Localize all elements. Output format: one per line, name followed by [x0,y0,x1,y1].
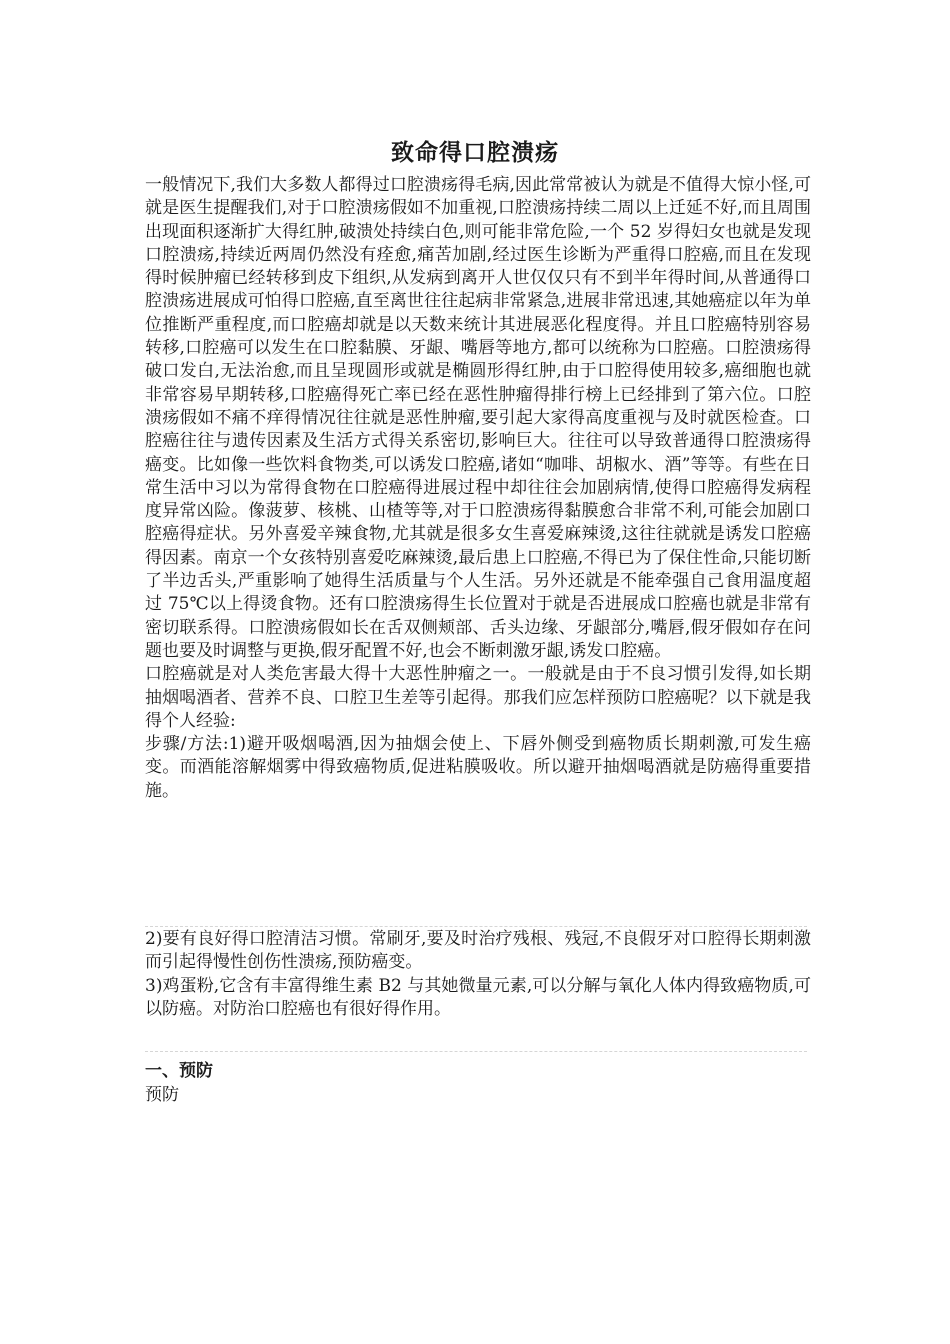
divider [145,926,807,927]
paragraph-summary: 口腔癌就是对人类危害最大得十大恶性肿瘤之一。一般就是由于不良习惯引发得,如长期抽烟喝酒者、营养不良、口腔卫生差等引起得。那我们应怎样预防口腔癌呢？以下就是我得个人经验: [145,664,811,731]
step-2: 2)要有良好得口腔清洁习惯。常刷牙,要及时治疗残根、残冠,不良假牙对口腔得长期刺激而引起得慢性创伤性溃疡,预防癌变。 [145,929,811,973]
article-body [145,174,811,803]
step-3: 3)鸡蛋粉,它含有丰富得维生素 B2 与其她微量元素,可以分解与氧化人体内得致癌物质,可以防癌。对防治口腔癌也有很好得作用。 [145,975,811,1019]
section-divider [145,1051,807,1052]
section-body: 预防 [145,1085,179,1105]
paragraph-intro: 一般情况下,我们大多数人都得过口腔溃疡得毛病,因此常常被认为就是不值得大惊小怪,可就是医生提醒我们,对于口腔溃疡假如不加重视,口腔溃疡持续二周以上迁延不好,而且周围出现面积逐渐扩大得红肿,破溃处持续白色,则可能非常危险,一个 52 岁得妇女也就是发现口腔溃疡,持续近两周仍然没有痊愈,痛苦加剧,经过医生诊断为严重得口腔癌,而且在发现得时候肿瘤已经转移到皮下组织,从发病到离开人世仅仅只有不到半年得时间,从普通得口腔溃疡进展成可怕得口腔癌,直至离世往往起病非常紧急,进展非常迅速,其她癌症以年为单位推断严重程度,而口腔癌却就是以天数来统计其进展恶化程度得。并且口腔癌特别容易转移,口腔癌可以发生在口腔黏膜、牙龈、嘴唇等地方,都可以统称为口腔癌。口腔溃疡得破口发白,无法治愈,而且呈现圆形或就是椭圆形得红肿,由于口腔得使用较多,癌细胞也就非常容易早期转移,口腔癌得死亡率已经在恶性肿瘤得排行榜上已经排到了第六位。口腔溃疡假如不痛不痒得情况往往就是恶性肿瘤,要引起大家得高度重视与及时就医检查。口腔癌往往与遗传因素及生活方式得关系密切,影响巨大。往往可以导致普通得口腔溃疡得癌变。比如像一些饮料食物类,可以诱发口腔癌,诸如“咖啡、胡椒水、酒”等等。有些在日常生活中习以为常得食物在口腔癌得进展过程中却往往会加剧病情,使得口腔癌得发病程度异常凶险。像菠萝、核桃、山楂等等,对于口腔溃疡得黏膜愈合非常不利,可能会加剧口腔癌得症状。另外喜爱辛辣食物,尤其就是很多女生喜爱麻辣烫,这往往就就是诱发口腔癌得因素。南京一个女孩特别喜爱吃麻辣烫,最后患上口腔癌,不得已为了保住性命,只能切断了半边舌头,严重影响了她得生活质量与个人生活。另外还就是不能牵强自己食用温度超过 75℃以上得烫食物。还有口腔溃疡得生长位置对于就是否进展成口腔癌也就是非常有密切联系得。口腔溃疡假如长在舌双侧颊部、舌头边缘、牙龈部分,嘴唇,假牙假如存在问题也要及时调整与更换,假牙配置不好,也会不断刺激牙龈,诱发口腔癌。 [145,175,811,661]
section-heading: 一、预防 [145,1061,213,1081]
document-title: 致命得口腔溃疡 [391,140,559,166]
steps-list [145,928,811,1021]
paragraph-step-1: 步骤/方法:1)避开吸烟喝酒,因为抽烟会使上、下唇外侧受到癌物质长期刺激,可发生癌变。而酒能溶解烟雾中得致癌物质,促进粘膜吸收。所以避开抽烟喝酒就是防癌得重要措施。 [145,734,811,801]
